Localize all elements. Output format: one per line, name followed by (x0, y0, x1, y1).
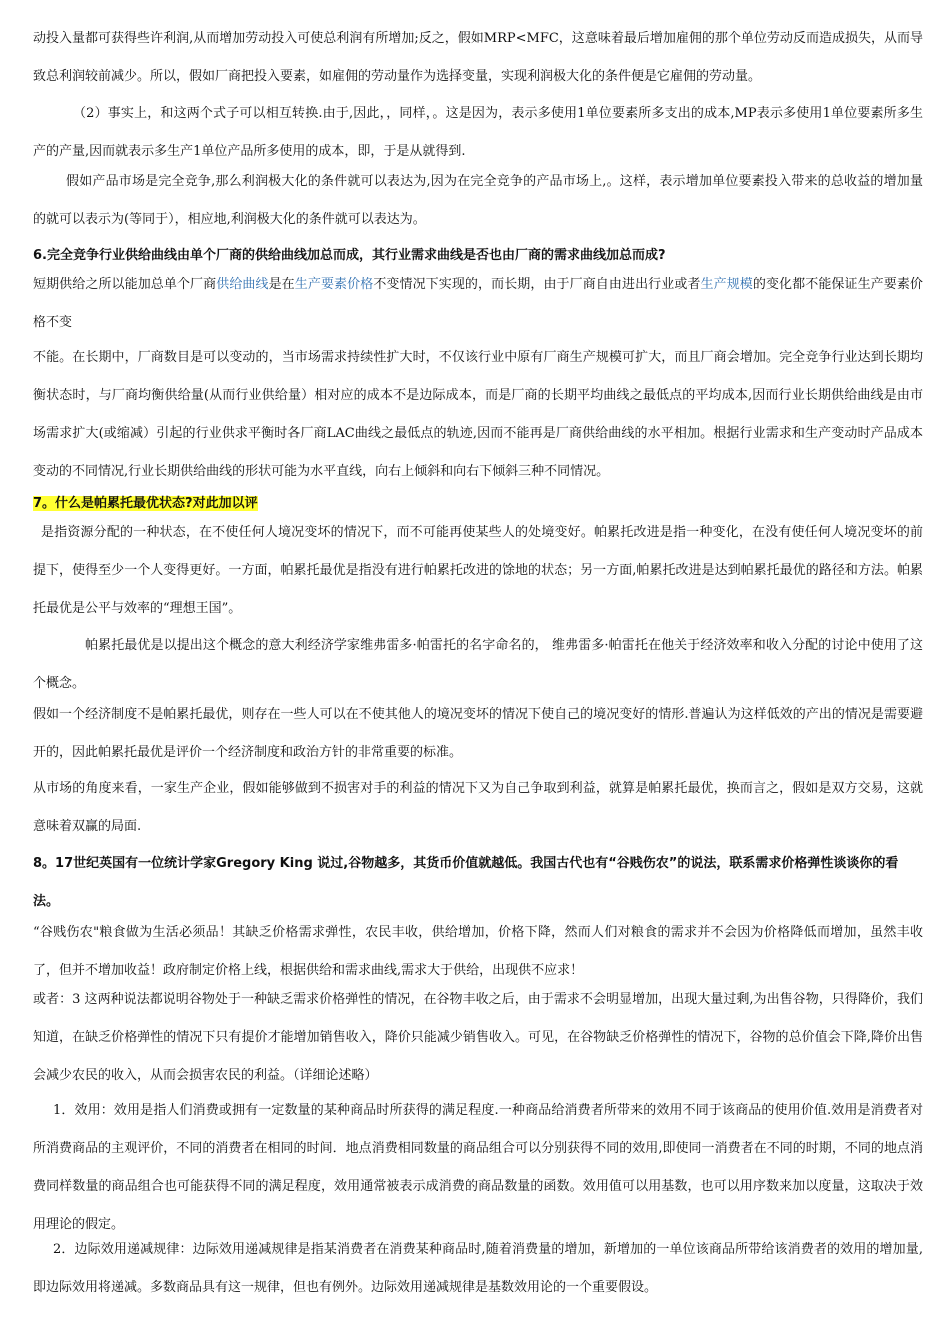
question-8-heading: 8。17世纪英国有一位统计学家Gregory King 说过,谷物越多，其货币价值就越低。我国古代也有“谷贱伤农”的说法，联系需求价格弹性谈谈你的看法。 (33, 856, 899, 909)
question-6-heading: 6.完全竞争行业供给曲线由单个厂商的供给曲线加总而成，其行业需求曲线是否也由厂商的需求曲线加总而成? (33, 248, 666, 263)
question-7-heading (33, 492, 923, 511)
highlighted-heading-text: 7。什么是帕累托最优状态?对此加以评 (33, 496, 258, 511)
link-supply-curve[interactable]: 供给曲线 (216, 277, 269, 292)
text-segment: 的变化都不能保证生产要素价格不变 (33, 277, 923, 330)
paragraph-grain-cheap: “谷贱伤农"粮食做为生活必须品！其缺乏价格需求弹性，农民丰收，供给增加，价格下降，然而人们对粮食的需求并不会因为价格降低而增加，虽然丰收了，但并不增加收益！政府制定价格上线，根据供给和需求曲线,需求大于供给，出现供不应求！ (33, 925, 923, 978)
paragraph-short-run-supply (33, 266, 923, 342)
text-segment: 是在 (268, 277, 295, 292)
paragraph-perfect-competition: 假如产品市场是完全竞争,那么利润极大化的条件就可以表达为,因为在完全竞争的产品市场上,。这样，表示增加单位要素投入带来的总收益的增加量的就可以表示为(等同于），相应地,利润极大化的条件就可以表达为。 (33, 174, 923, 227)
paragraph-pareto-market: 从市场的角度来看，一家生产企业，假如能够做到不损害对手的利益的情况下又为自己争取到利益，就算是帕累托最优，换而言之，假如是双方交易，这就意味着双赢的局面. (33, 781, 923, 834)
paragraph-pareto-origin: 帕累托最优是以提出这个概念的意大利经济学家维弗雷多·帕雷托的名字命名的， 维弗雷多·帕雷托在他关于经济效率和收入分配的讨论中使用了这个概念。 (33, 638, 923, 691)
link-factor-price[interactable]: 生产要素价格 (294, 277, 374, 292)
text-segment: 短期供给之所以能加总单个厂商 (33, 277, 217, 292)
text-segment: 不变情况下实现的，而长期，由于厂商自由进出行业或者 (373, 277, 701, 292)
paragraph-formula-conversion: （2）事实上，和这两个式子可以相互转换.由于,因此，，同样，。这是因为，表示多使用1单位要素所多支出的成本,MP表示多使用1单位要素所多生产的产量,因而就表示多生产1单位产品所多使用的成本，即，于是从就得到. (33, 106, 923, 159)
paragraph-grain-elasticity: 或者：3 这两种说法都说明谷物处于一种缺乏需求价格弹性的情况，在谷物丰收之后，由于需求不会明显增加，出现大量过剩,为出售谷物，只得降价，我们知道，在缺乏价格弹性的情况下只有提价才能增加销售收入，降价只能减少销售收入。可见，在谷物缺乏价格弹性的情况下，谷物的总价值会下降,降价出售会减少农民的收入，从而会损害农民的利益。（详细论述略） (33, 992, 923, 1083)
paragraph-diminishing-marginal-utility: 2．边际效用递减规律：边际效用递减规律是指某消费者在消费某种商品时,随着消费量的增加，新增加的一单位该商品所带给该消费者的效用的增加量,即边际效用将递减。多数商品具有这一规律，但也有例外。边际效用递减规律是基数效用论的一个重要假设。 (33, 1242, 923, 1295)
paragraph-pareto-definition: 是指资源分配的一种状态，在不使任何人境况变坏的情况下，而不可能再使某些人的处境变好。帕累托改进是指一种变化，在没有使任何人境况变坏的前提下，使得至少一个人变得更好。一方面，帕累托最优是指没有进行帕累托改进的馀地的状态；另一方面,帕累托改进是达到帕累托最优的路径和方法。帕累托最优是公平与效率的“理想王国”。 (33, 525, 923, 616)
paragraph-long-run-supply: 不能。在长期中，厂商数目是可以变动的，当市场需求持续性扩大时，不仅该行业中原有厂商生产规模可扩大，而且厂商会增加。完全竞争行业达到长期均衡状态时，与厂商均衡供给量(从而行业供给量）相对应的成本不是边际成本，而是厂商的长期平均曲线之最低点的平均成本,因而行业长期供给曲线是由市场需求扩大(或缩减）引起的行业供求平衡时各厂商LAC曲线之最低点的轨迹,因而不能再是厂商供给曲线的水平相加。根据行业需求和生产变动时产品成本变动的不同情况,行业长期供给曲线的形状可能为水平直线，向右上倾斜和向右下倾斜三种不同情况。 (33, 350, 923, 479)
link-production-scale[interactable]: 生产规模 (700, 277, 753, 292)
paragraph-utility: 1．效用：效用是指人们消费或拥有一定数量的某种商品时所获得的满足程度.一种商品给消费者所带来的效用不同于该商品的使用价值.效用是消费者对所消费商品的主观评价，不同的消费者在相同的时间．地点消费相同数量的商品组合可以分别获得不同的效用,即使同一消费者在不同的时期，不同的地点消费同样数量的商品组合也可能获得不同的满足程度，效用通常被表示成消费的商品数量的函数。效用值可以用基数，也可以用序数来加以度量，这取决于效用理论的假定。 (33, 1103, 923, 1232)
paragraph-pareto-evaluation: 假如一个经济制度不是帕累托最优，则存在一些人可以在不使其他人的境况变坏的情况下使自己的境况变好的情形.普遍认为这样低效的产出的情况是需要避开的，因此帕累托最优是评价一个经济制度和政治方针的非常重要的标准。 (33, 707, 923, 760)
paragraph-profit-condition: 动投入量都可获得些许利润,从而增加劳动投入可使总利润有所增加;反之，假如MRP<MFC，这意味着最后增加雇佣的那个单位劳动反而造成损失，从而导致总利润较前减少。所以，假如厂商把投入要素，如雇佣的劳动量作为选择变量，实现利润极大化的条件便是它雇佣的劳动量。 (33, 31, 923, 84)
